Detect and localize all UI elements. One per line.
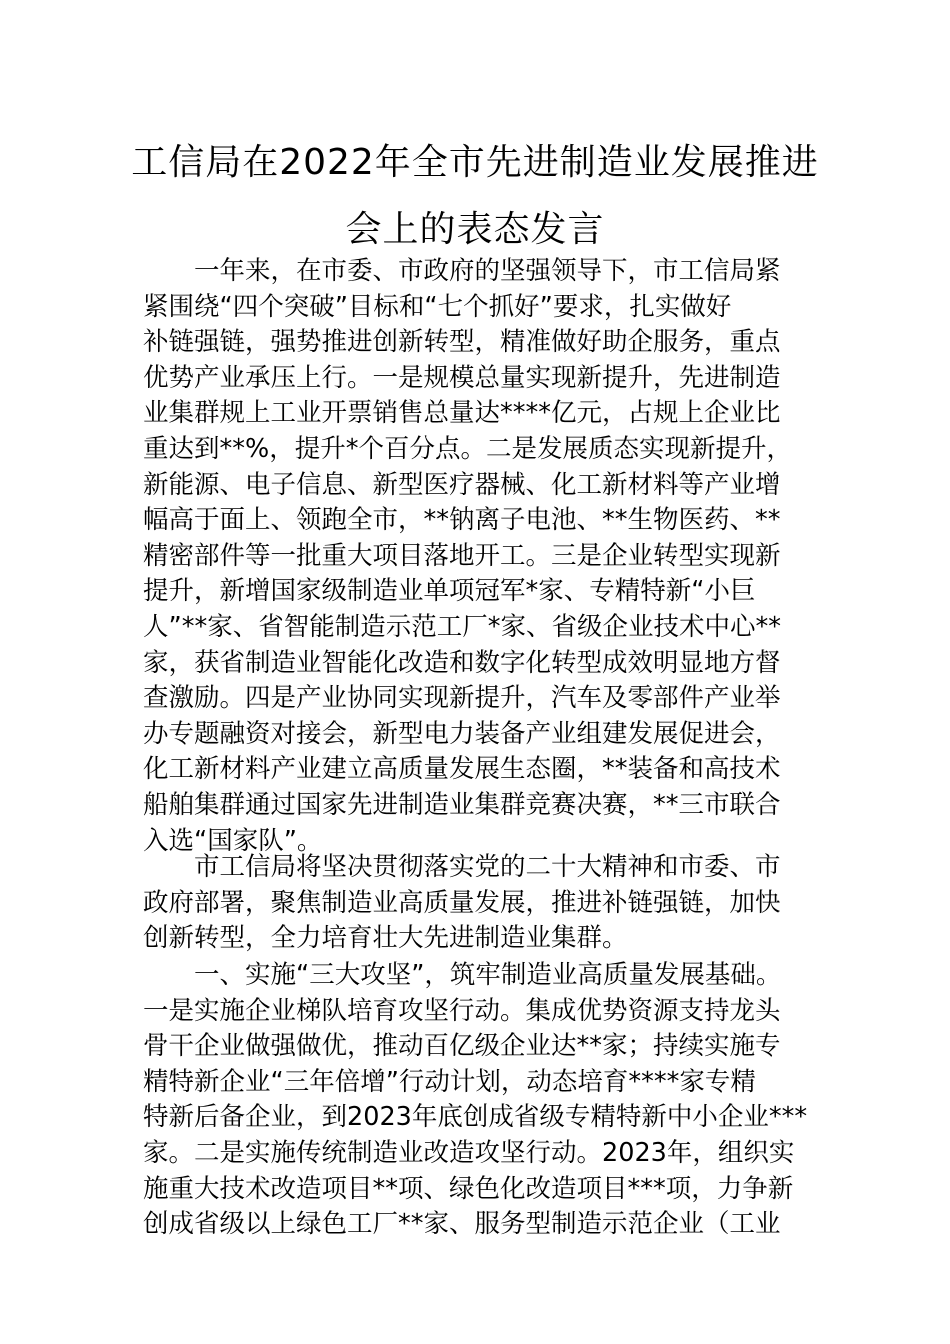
text-line: 办专题融资对接会，新型电力装备产业组建发展促进会， (143, 718, 781, 749)
text-line: 提升，新增国家级制造业单项冠军*家、专精特新“小巨 (143, 576, 756, 607)
text-line: 家，获省制造业智能化改造和数字化转型成效明显地方督 (143, 647, 781, 678)
text-line: 优势产业承压上行。一是规模总量实现新提升，先进制造 (143, 362, 781, 393)
text-line: 家。二是实施传统制造业改造攻坚行动。2023年，组织实 (143, 1137, 795, 1168)
text-line: 业集群规上工业开票销售总量达****亿元，占规上企业比 (143, 398, 781, 429)
text-line: 人”**家、省智能制造示范工厂*家、省级企业技术中心** (143, 611, 781, 642)
text-line: 船舶集群通过国家先进制造业集群竞赛决赛，**三市联合 (143, 789, 781, 820)
text-line: 紧围绕“四个突破”目标和“七个抓好”要求，扎实做好 (143, 291, 732, 322)
text-line: 一、实施“三大攻坚”，筑牢制造业高质量发展基础。 (143, 960, 782, 990)
paragraph-commitment (143, 850, 813, 957)
text-line: 创成省级以上绿色工厂**家、服务型制造示范企业（工业 (143, 1209, 781, 1240)
text-line: 创新转型，全力培育壮大先进制造业集群。 (143, 923, 628, 954)
text-line: 入选“国家队”。 (143, 825, 323, 856)
text-line: 查激励。四是产业协同实现新提升，汽车及零部件产业举 (143, 683, 781, 714)
paragraph-section-one (143, 958, 813, 1243)
text-line: 补链强链，强势推进创新转型，精准做好助企服务，重点 (143, 327, 781, 358)
text-line: 新能源、电子信息、新型医疗器械、化工新材料等产业增 (143, 469, 781, 500)
text-line: 化工新材料产业建立高质量发展生态圈，**装备和高技术 (143, 754, 781, 785)
text-line: 精密部件等一批重大项目落地开工。三是企业转型实现新 (143, 540, 781, 571)
text-line: 市工信局将坚决贯彻落实党的二十大精神和市委、市 (143, 852, 781, 882)
text-line: 特新后备企业，到2023年底创成省级专精特新中小企业*** (143, 1102, 808, 1133)
text-line: 幅高于面上、领跑全市，**钠离子电池、**生物医药、** (143, 505, 781, 536)
text-line: 一年来，在市委、市政府的坚强领导下，市工信局紧 (143, 256, 781, 286)
text-line: 精特新企业“三年倍增”行动计划，动态培育****家专精 (143, 1066, 756, 1097)
text-line: 骨干企业做强做优，推动百亿级企业达**家；持续实施专 (143, 1031, 781, 1062)
text-line: 一是实施企业梯队培育攻坚行动。集成优势资源支持龙头 (143, 995, 781, 1026)
text-line: 政府部署，聚焦制造业高质量发展，推进补链强链，加快 (143, 887, 781, 918)
text-line: 施重大技术改造项目**项、绿色化改造项目***项，力争新 (143, 1173, 794, 1204)
text-line: 重达到**%，提升*个百分点。二是发展质态实现新提升， (143, 433, 792, 464)
document-title-line-2: 会上的表态发言 (345, 209, 605, 250)
document-title-line-1: 工信局在2022年全市先进制造业发展推进 (131, 142, 819, 183)
paragraph-annual-review (143, 254, 813, 859)
